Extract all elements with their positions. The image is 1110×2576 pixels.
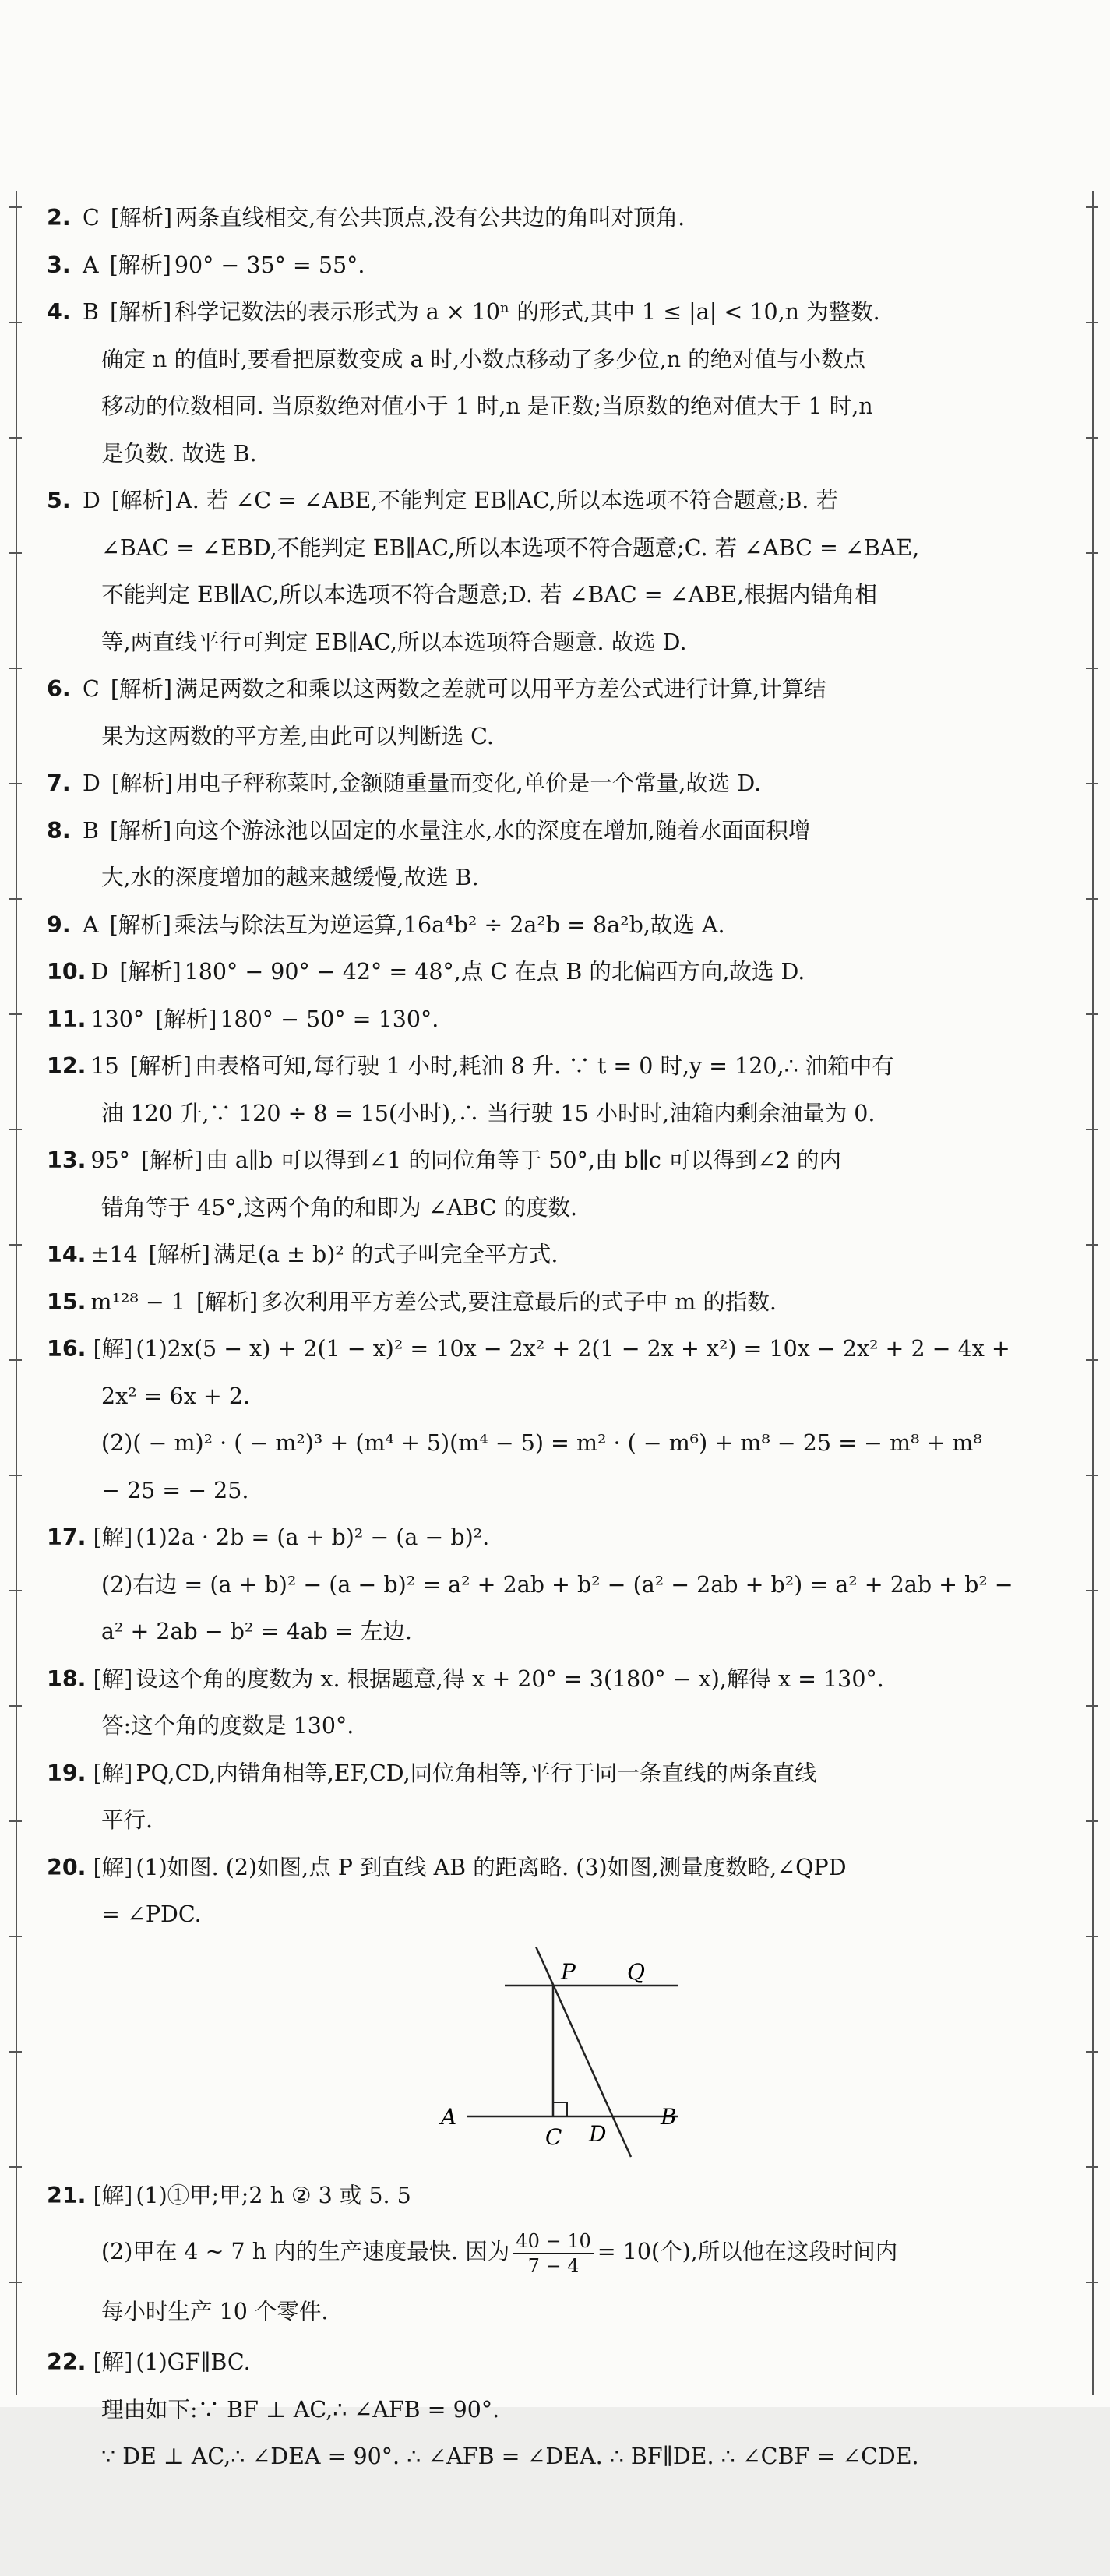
margin-tick xyxy=(1086,2282,1098,2283)
fraction xyxy=(513,2229,594,2278)
answer-choice: 95° xyxy=(90,1147,131,1173)
answer-first-line xyxy=(47,808,1059,855)
fraction-numerator: 40 − 10 xyxy=(513,2229,594,2254)
answer-choice: C xyxy=(83,205,100,231)
answer-item xyxy=(47,902,1059,950)
answer-choice: A xyxy=(83,252,99,278)
solution-line xyxy=(47,2285,1059,2339)
solution-text: 是负数. 故选 B. xyxy=(101,440,257,467)
solution-line xyxy=(47,572,1059,619)
question-number: 14. xyxy=(47,1242,86,1267)
solution-line xyxy=(47,1373,1059,1421)
solution-line xyxy=(47,2433,1059,2481)
question-number: 19. xyxy=(47,1760,86,1786)
question-number: 4. xyxy=(47,299,71,325)
solution-text: (1)2x(5 − x) + 2(1 − x)² = 10x − 2x² + 2(1 − 2x + x²) = 10x − 2x² + 2 − 4x + xyxy=(136,1336,1010,1362)
solution-tag: [解析] xyxy=(110,205,173,231)
margin-tick xyxy=(9,898,22,900)
solution-line xyxy=(47,855,1059,902)
solution-text: 满足(a ± b)² 的式子叫完全平方式. xyxy=(213,1242,559,1267)
answer-item xyxy=(47,760,1059,808)
answer-choice: 15 xyxy=(90,1053,119,1079)
solution-text: 大,水的深度增加的越来越缓慢,故选 B. xyxy=(101,865,479,890)
answer-choice: B xyxy=(83,817,99,844)
solution-text: 不能判定 EB∥AC,所以本选项不符合题意;D. 若 ∠BAC = ∠ABE,根据内错角相 xyxy=(101,582,877,608)
margin-tick xyxy=(1086,1820,1098,1822)
solution-line xyxy=(47,1420,1059,1468)
solution-line xyxy=(47,1185,1059,1232)
answer-item xyxy=(47,1750,1059,1845)
solution-text: PQ,CD,内错角相等,EF,CD,同位角相等,平行于同一条直线的两条直线 xyxy=(136,1760,817,1786)
question-number: 21. xyxy=(47,2182,86,2208)
answer-first-line xyxy=(47,1137,1059,1185)
answer-item xyxy=(47,2173,1059,2340)
answer-choice: D xyxy=(83,770,100,796)
solution-text: 用电子秤称菜时,金额随重量而变化,单价是一个常量,故选 D. xyxy=(176,770,762,796)
solution-tag: [解] xyxy=(93,1760,133,1786)
answer-first-line xyxy=(47,1326,1059,1373)
answer-item xyxy=(47,1232,1059,1279)
answer-item xyxy=(47,1326,1059,1514)
solution-tag: [解析] xyxy=(109,817,172,844)
answer-item xyxy=(47,1043,1059,1137)
question-number: 7. xyxy=(47,770,71,796)
margin-tick xyxy=(1086,322,1098,323)
margin-tick xyxy=(9,2282,22,2283)
question-number: 12. xyxy=(47,1053,86,1079)
answer-first-line xyxy=(47,2339,1059,2387)
answer-first-line xyxy=(47,666,1059,714)
answer-first-line xyxy=(47,477,1059,525)
answer-item xyxy=(47,666,1059,760)
answer-item xyxy=(47,1514,1059,1656)
solution-text: (2)( − m)² · ( − m²)³ + (m⁴ + 5)(m⁴ − 5) = m² · ( − m⁶) + m⁸ − 25 = − m⁸ + m⁸ xyxy=(101,1430,982,1456)
margin-tick xyxy=(9,1013,22,1015)
solution-line xyxy=(47,2387,1059,2434)
solution-text: 由表格可知,每行驶 1 小时,耗油 8 升. ∵ t = 0 时,y = 120,∴ 油箱中有 xyxy=(195,1053,894,1079)
solution-text: 错角等于 45°,这两个角的和即为 ∠ABC 的度数. xyxy=(101,1194,578,1221)
answer-first-line xyxy=(47,1043,1059,1091)
margin-tick xyxy=(1086,1359,1098,1361)
margin-tick xyxy=(9,1590,22,1591)
answer-first-line xyxy=(47,1232,1059,1279)
solution-text: 由 a∥b 可以得到∠1 的同位角等于 50°,由 b∥c 可以得到∠2 的内 xyxy=(206,1147,842,1173)
margin-tick xyxy=(9,1936,22,1937)
answer-item xyxy=(47,949,1059,996)
margin-tick xyxy=(1086,552,1098,554)
answer-choice: C xyxy=(83,676,100,702)
answer-item xyxy=(47,1845,1059,2173)
solution-text: 180° − 50° = 130°. xyxy=(220,1006,439,1032)
solution-line xyxy=(47,1703,1059,1750)
question-number: 16. xyxy=(47,1336,86,1362)
solution-line xyxy=(47,1609,1059,1656)
answer-first-line xyxy=(47,195,1059,242)
answer-first-line xyxy=(47,1845,1059,1892)
solution-line xyxy=(47,1091,1059,1138)
answer-item xyxy=(47,2339,1059,2481)
answer-first-line xyxy=(47,949,1059,996)
margin-tick xyxy=(9,1359,22,1361)
margin-tick xyxy=(1086,1129,1098,1130)
solution-text: 两条直线相交,有公共顶点,没有公共边的角叫对顶角. xyxy=(175,205,685,231)
answer-first-line xyxy=(47,1656,1059,1704)
solution-text: − 25 = − 25. xyxy=(101,1477,249,1503)
answer-first-line xyxy=(47,289,1059,337)
margin-tick xyxy=(9,1705,22,1707)
solution-text: (2)右边 = (a + b)² − (a − b)² = a² + 2ab + b² − (a² − 2ab + b²) = a² + 2ab + b² − xyxy=(101,1571,1013,1598)
question-number: 3. xyxy=(47,252,71,278)
answer-first-line xyxy=(47,1750,1059,1798)
solution-text: 乘法与除法互为逆运算,16a⁴b² ÷ 2a²b = 8a²b,故选 A. xyxy=(174,911,725,938)
solution-text: 2x² = 6x + 2. xyxy=(101,1383,251,1409)
margin-tick xyxy=(9,437,22,439)
solution-text: 90° − 35° = 55°. xyxy=(174,252,365,278)
margin-tick xyxy=(1086,1475,1098,1476)
answer-choice: D xyxy=(90,959,109,985)
answer-content xyxy=(47,195,1059,2481)
answer-choice: 130° xyxy=(90,1006,145,1032)
label-c: C xyxy=(545,2123,562,2150)
question-number: 15. xyxy=(47,1288,86,1315)
solution-text: 向这个游泳池以固定的水量注水,水的深度在增加,随着水面面积增 xyxy=(174,817,811,844)
label-d: D xyxy=(589,2120,607,2147)
answer-choice: m¹²⁸ − 1 xyxy=(90,1288,185,1315)
question-number: 18. xyxy=(47,1665,86,1692)
solution-line xyxy=(47,337,1059,384)
solution-tag: [解析] xyxy=(109,911,171,938)
margin-tick xyxy=(1086,668,1098,669)
answer-first-line xyxy=(47,1279,1059,1327)
solution-tag: [解] xyxy=(93,2349,133,2375)
margin-tick xyxy=(1086,1936,1098,1937)
question-number: 22. xyxy=(47,2349,86,2375)
solution-text: (1)①甲;甲;2 h ② 3 或 5. 5 xyxy=(136,2182,411,2208)
solution-tag: [解] xyxy=(93,1854,133,1880)
question-number: 20. xyxy=(47,1854,86,1880)
right-margin-rule xyxy=(1092,191,1094,2395)
answer-first-line xyxy=(47,996,1059,1044)
question-number: 11. xyxy=(47,1006,86,1032)
solution-text: (1)如图. (2)如图,点 P 到直线 AB 的距离略. (3)如图,测量度数略,∠QPD xyxy=(136,1854,847,1880)
margin-tick xyxy=(9,1475,22,1476)
left-margin-rule xyxy=(16,191,17,2395)
label-a: A xyxy=(441,2103,457,2130)
solution-line xyxy=(47,1891,1059,1939)
answer-item xyxy=(47,808,1059,902)
solution-tag: [解析] xyxy=(196,1288,259,1315)
solution-line xyxy=(47,714,1059,761)
solution-text: 理由如下:∵ BF ⊥ AC,∴ ∠AFB = 90°. xyxy=(101,2396,500,2423)
solution-line xyxy=(47,1468,1059,1515)
question-number: 17. xyxy=(47,1524,86,1550)
margin-tick xyxy=(1086,783,1098,784)
solution-text: = 10(个),所以他在这段时间内 xyxy=(597,2239,898,2264)
margin-tick xyxy=(1086,1244,1098,1246)
answer-item xyxy=(47,1279,1059,1327)
margin-tick xyxy=(9,783,22,784)
answer-first-line xyxy=(47,760,1059,808)
answer-item xyxy=(47,996,1059,1044)
solution-tag: [解析] xyxy=(119,959,181,985)
question-number: 6. xyxy=(47,676,71,702)
margin-tick xyxy=(1086,1705,1098,1707)
question-number: 9. xyxy=(47,911,71,938)
solution-text: 答:这个角的度数是 130°. xyxy=(101,1713,354,1739)
label-b: B xyxy=(661,2103,677,2130)
margin-tick xyxy=(9,1820,22,1822)
margin-tick xyxy=(1086,206,1098,208)
margin-tick xyxy=(1086,437,1098,439)
margin-tick xyxy=(9,2166,22,2168)
question-number: 10. xyxy=(47,959,86,985)
solution-tag: [解析] xyxy=(148,1242,210,1267)
solution-tag: [解析] xyxy=(111,770,174,796)
margin-tick xyxy=(9,1244,22,1246)
solution-text: 多次利用平方差公式,要注意最后的式子中 m 的指数. xyxy=(261,1288,777,1315)
margin-tick xyxy=(1086,898,1098,900)
solution-text: a² + 2ab − b² = 4ab = 左边. xyxy=(101,1619,412,1644)
solution-line xyxy=(47,383,1059,431)
solution-text: 每小时生产 10 个零件. xyxy=(101,2299,329,2324)
margin-tick xyxy=(9,322,22,323)
margin-tick xyxy=(1086,1590,1098,1591)
answer-item xyxy=(47,289,1059,477)
solution-line xyxy=(47,619,1059,667)
margin-tick xyxy=(1086,1013,1098,1015)
solution-tag: [解析] xyxy=(129,1053,192,1079)
margin-tick xyxy=(1086,2051,1098,2053)
question-number: 2. xyxy=(47,205,71,231)
solution-text: A. 若 ∠C = ∠ABE,不能判定 EB∥AC,所以本选项不符合题意;B. 若 xyxy=(176,488,838,513)
margin-tick xyxy=(9,1129,22,1130)
solution-tag: [解析] xyxy=(141,1147,203,1173)
solution-tag: [解] xyxy=(93,1524,133,1550)
solution-tag: [解析] xyxy=(155,1006,217,1032)
margin-tick xyxy=(9,552,22,554)
solution-tag: [解] xyxy=(93,1665,133,1692)
margin-tick xyxy=(9,668,22,669)
question-number: 13. xyxy=(47,1147,86,1173)
answer-choice: A xyxy=(83,911,99,938)
solution-tag: [解析] xyxy=(110,676,173,702)
solution-tag: [解析] xyxy=(109,252,171,278)
solution-text: 设这个角的度数为 x. 根据题意,得 x + 20° = 3(180° − x),解得 x = 130°. xyxy=(136,1665,884,1692)
question-number: 8. xyxy=(47,817,71,844)
solution-tag: [解析] xyxy=(109,299,172,325)
solution-text: 满足两数之和乘以这两数之差就可以用平方差公式进行计算,计算结 xyxy=(175,676,826,702)
solution-line xyxy=(47,525,1059,573)
solution-text: ∵ DE ⊥ AC,∴ ∠DEA = 90°. ∴ ∠AFB = ∠DEA. ∴ BF∥DE. ∴ ∠CBF = ∠CDE. xyxy=(101,2444,919,2469)
solution-text: 等,两直线平行可判定 EB∥AC,所以本选项符合题意. 故选 D. xyxy=(101,629,687,655)
solution-text: ∠BAC = ∠EBD,不能判定 EB∥AC,所以本选项不符合题意;C. 若 ∠ABC = ∠BAE, xyxy=(101,534,920,561)
margin-tick xyxy=(9,2051,22,2053)
answer-item xyxy=(47,1656,1059,1750)
answer-item xyxy=(47,242,1059,290)
solution-text: (1)2a · 2b = (a + b)² − (a − b)². xyxy=(136,1524,490,1550)
answer-first-line xyxy=(47,1514,1059,1562)
answer-choice: B xyxy=(83,299,99,325)
solution-line xyxy=(47,1797,1059,1845)
solution-text: 科学记数法的表示形式为 a × 10ⁿ 的形式,其中 1 ≤ |a| < 10,n 为整数. xyxy=(174,299,880,325)
answer-item xyxy=(47,195,1059,242)
answer-choice: D xyxy=(83,488,100,513)
geometry-figure xyxy=(47,1939,1059,2173)
solution-text: = ∠PDC. xyxy=(101,1901,202,1927)
solution-tag: [解] xyxy=(93,1336,133,1362)
solution-text: (2)甲在 4 ~ 7 h 内的生产速度最快. 因为 xyxy=(101,2239,510,2264)
margin-tick xyxy=(1086,2166,1098,2168)
solution-text: 移动的位数相同. 当原数绝对值小于 1 时,n 是正数;当原数的绝对值大于 1 时,n xyxy=(101,393,873,419)
answer-item xyxy=(47,1137,1059,1232)
solution-line-with-fraction xyxy=(47,2219,1059,2285)
solution-tag: [解] xyxy=(93,2182,133,2208)
solution-text: 果为这两数的平方差,由此可以判断选 C. xyxy=(101,723,494,749)
solution-text: (1)GF∥BC. xyxy=(136,2349,251,2375)
answer-choice: ±14 xyxy=(90,1242,138,1267)
solution-tag: [解析] xyxy=(111,488,174,513)
solution-text: 平行. xyxy=(101,1807,153,1833)
solution-text: 确定 n 的值时,要看把原数变成 a 时,小数点移动了多少位,n 的绝对值与小数点 xyxy=(101,346,866,372)
answer-first-line xyxy=(47,902,1059,950)
margin-tick xyxy=(9,206,22,208)
answer-first-line xyxy=(47,2173,1059,2220)
solution-line xyxy=(47,1562,1059,1609)
label-q: Q xyxy=(627,1958,645,1985)
label-p: P xyxy=(561,1958,576,1985)
answer-first-line xyxy=(47,242,1059,290)
fraction-denominator: 7 − 4 xyxy=(527,2254,580,2277)
solution-text: 180° − 90° − 42° = 48°,点 C 在点 B 的北偏西方向,故选 D. xyxy=(184,959,805,985)
solution-text: 油 120 升,∵ 120 ÷ 8 = 15(小时),∴ 当行驶 15 小时时,油箱内剩余油量为 0. xyxy=(101,1100,876,1126)
answer-item xyxy=(47,477,1059,666)
right-angle-mark xyxy=(553,2102,567,2116)
solution-line xyxy=(47,431,1059,478)
perpendicular-diagram xyxy=(436,1947,685,2165)
question-number: 5. xyxy=(47,488,71,513)
